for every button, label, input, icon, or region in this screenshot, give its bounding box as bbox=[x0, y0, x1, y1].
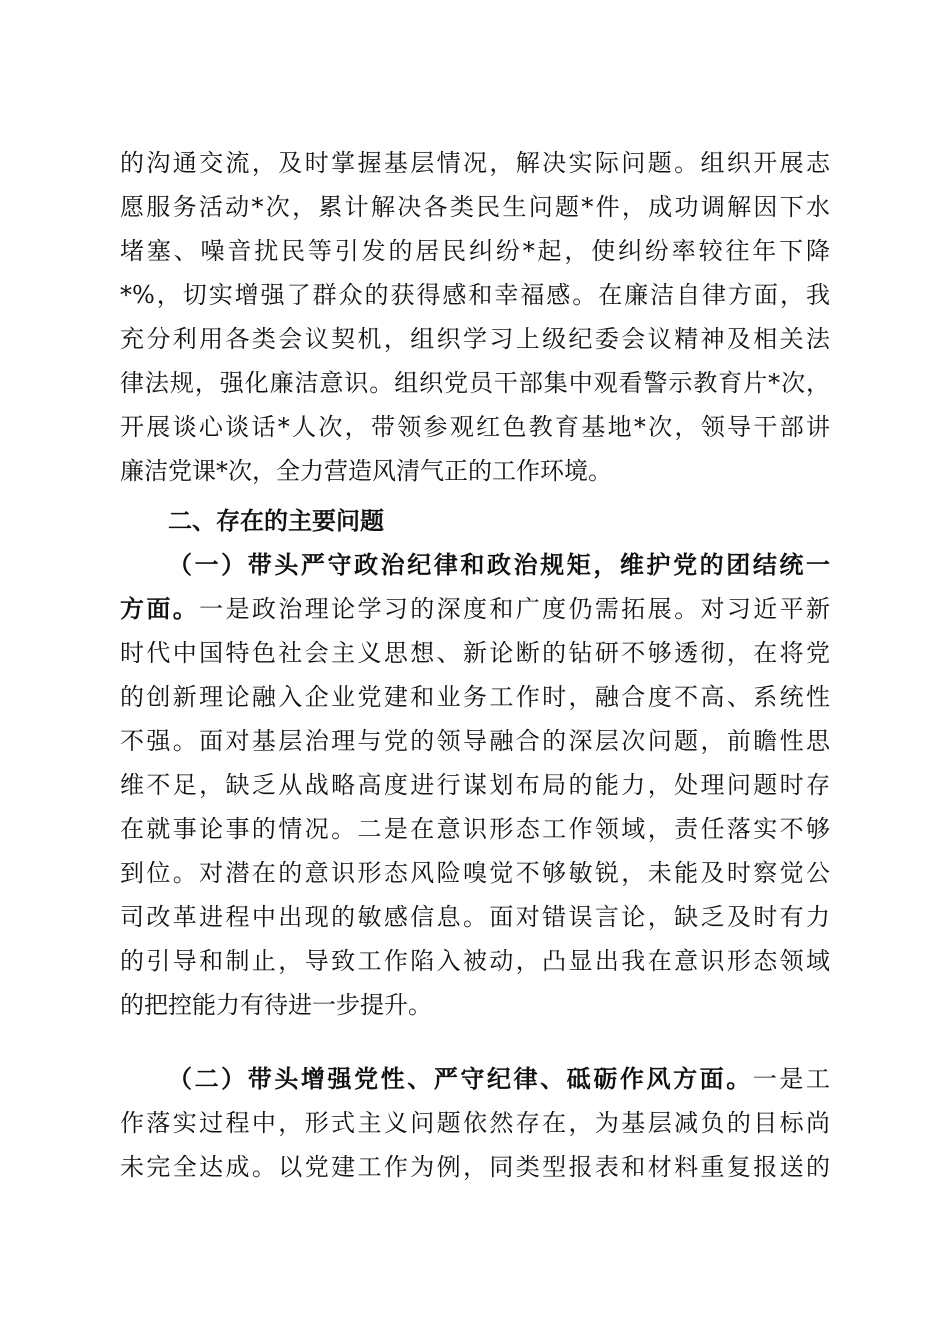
text-line bbox=[120, 587, 830, 631]
paragraph-party-spirit bbox=[120, 1057, 830, 1189]
section-heading: 二、存在的主要问题 bbox=[168, 507, 384, 535]
text-line bbox=[120, 543, 830, 587]
text-line: 开展谈心谈话*人次，带领参观红色教育基地*次，领导干部讲 bbox=[120, 413, 830, 441]
text-line bbox=[120, 1057, 830, 1101]
text-line: 充分利用各类会议契机，组织学习上级纪委会议精神及相关法 bbox=[120, 325, 830, 353]
text-line: 在就事论事的情况。二是在意识形态工作领域，责任落实不够 bbox=[120, 815, 830, 843]
text-run: 一是政治理论学习的深度和广度仍需拓展。对习近平新 bbox=[199, 595, 831, 623]
text-line: 的引导和制止，导致工作陷入被动，凸显出我在意识形态领域 bbox=[120, 947, 830, 975]
section-heading-block bbox=[120, 499, 830, 543]
text-line: 愿服务活动*次，累计解决各类民生问题*件，成功调解因下水 bbox=[120, 193, 830, 221]
text-line: 律法规，强化廉洁意识。组织党员干部集中观看警示教育片*次， bbox=[120, 369, 830, 397]
text-line: 未完全达成。以党建工作为例，同类型报表和材料重复报送的 bbox=[120, 1153, 830, 1181]
text-line: 的沟通交流，及时掌握基层情况，解决实际问题。组织开展志 bbox=[120, 149, 830, 177]
text-line: 维不足，缺乏从战略高度进行谋划布局的能力，处理问题时存 bbox=[120, 771, 830, 799]
text-line: 堵塞、噪音扰民等引发的居民纠纷*起，使纠纷率较往年下降 bbox=[120, 237, 830, 265]
text-line: 廉洁党课*次，全力营造风清气正的工作环境。 bbox=[120, 457, 612, 485]
text-line: 作落实过程中，形式主义问题依然存在，为基层减负的目标尚 bbox=[120, 1109, 830, 1137]
text-line: 司改革进程中出现的敏感信息。面对错误言论，缺乏及时有力 bbox=[120, 903, 830, 931]
bold-lead: （一）带头严守政治纪律和政治规矩，维护党的团结统一 bbox=[168, 550, 830, 579]
text-line: 不强。面对基层治理与党的领导融合的深层次问题，前瞻性思 bbox=[120, 727, 830, 755]
text-line: 时代中国特色社会主义思想、新论断的钻研不够透彻，在将党 bbox=[120, 639, 830, 667]
text-line: *%，切实增强了群众的获得感和幸福感。在廉洁自律方面，我 bbox=[120, 281, 830, 309]
bold-lead: （二）带头增强党性、严守纪律、砥砺作风方面。 bbox=[168, 1064, 753, 1093]
text-line: 的把控能力有待进一步提升。 bbox=[120, 991, 432, 1019]
paragraph-political-discipline bbox=[120, 543, 830, 1027]
bold-lead: 方面。 bbox=[120, 594, 200, 623]
paragraph-continuation bbox=[120, 141, 830, 493]
text-line: 的创新理论融入企业党建和业务工作时，融合度不高、系统性 bbox=[120, 683, 830, 711]
text-run: 一是工 bbox=[752, 1065, 831, 1093]
text-line: 到位。对潜在的意识形态风险嗅觉不够敏锐，未能及时察觉公 bbox=[120, 859, 830, 887]
